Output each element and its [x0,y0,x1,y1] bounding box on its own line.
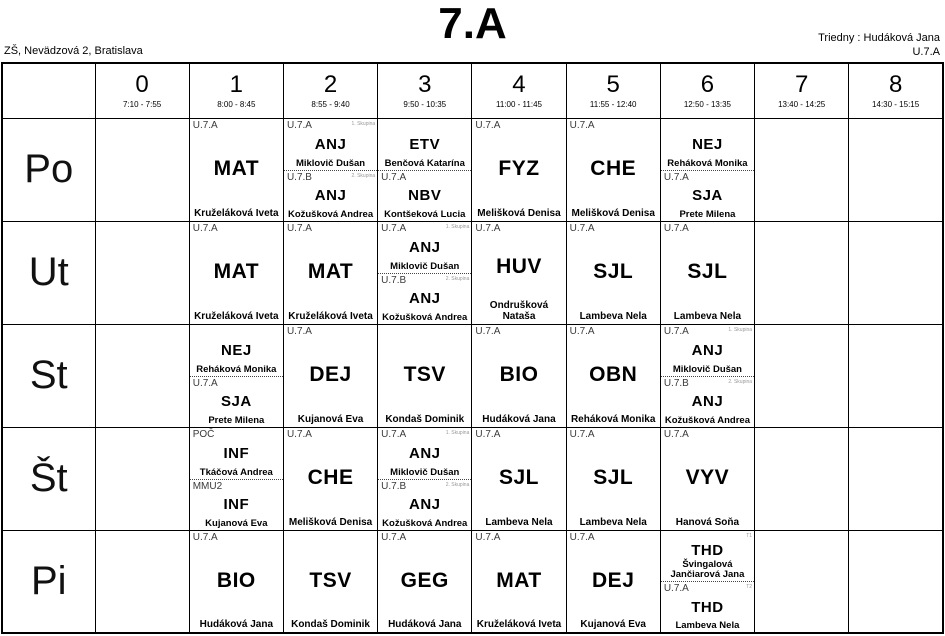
teacher-label: Švingalová Jančiarová Jana [670,559,745,581]
period-time: 8:55 - 9:40 [311,99,350,109]
lesson [661,119,754,170]
room-label: U.7.A [381,222,407,234]
day-label-Pi: Pi [2,530,95,633]
room-label: U.7.A [569,531,595,543]
teacher-label: Kožušková Andrea [382,517,468,529]
room-label: U.7.A [286,119,312,131]
teacher-label: Lambeva Nela [579,310,647,322]
corner-cell [2,63,95,118]
subject-label: MAT [213,157,260,180]
teacher-label: Reháková Monika [667,157,748,169]
period-number: 0 [135,70,149,98]
teacher-label: Miklovič Dušan [295,157,366,169]
lesson-meta [661,531,754,543]
subject-label: INF [223,444,250,462]
teacher-label: Melišková Denisa [288,516,373,528]
group-tag: 1. Skupina [728,326,753,333]
lesson-meta [661,325,754,337]
subject-label: TSV [403,363,446,386]
lesson-cell [378,324,472,427]
subject-label: ANJ [409,444,441,462]
subject-label: ETV [409,135,441,153]
school-name: ZŠ, Nevädzová 2, Bratislava [4,45,143,57]
group-tag: T1 [746,532,753,539]
teacher-label: Kujanová Eva [205,517,268,529]
subject-label: THD [691,542,724,560]
subject-label: SJA [220,393,252,410]
lesson [190,479,283,530]
subject-label: OBN [589,363,638,386]
room-label: U.7.B [381,480,407,492]
room-label: U.7.A [663,428,689,440]
lesson-cell [566,427,660,530]
lesson [472,531,565,633]
lesson-meta [472,325,565,337]
lesson-meta [567,325,660,337]
room-label: MMU2 [192,480,223,492]
subject-label: ANJ [314,187,347,204]
room-label: U.7.A [475,531,501,543]
lesson [567,531,660,633]
subject-label: THD [691,598,724,616]
subject-label: MAT [307,260,354,283]
room-label: U.7.A [192,222,218,234]
room-label: U.7.A [475,428,501,440]
day-row-Ut [2,221,943,324]
subject-label: ANJ [409,290,441,307]
class-teacher-label: Triedny : Hudáková Jana [818,32,940,44]
subject-label: SJL [498,466,539,489]
lesson-meta [661,377,754,389]
teacher-label: Kruželáková Iveta [288,310,373,322]
lesson-cell [378,427,472,530]
room-label: U.7.A [286,428,312,440]
timetable-grid [1,62,944,634]
teacher-label: Kruželáková Iveta [476,619,562,630]
subject-label: SJA [692,187,723,204]
period-number: 4 [512,70,526,98]
room-label: U.7.A [475,222,501,234]
teacher-label: Miklovič Dušan [390,466,460,478]
group-tag: 2. Skupina [728,378,753,385]
teacher-label: Melišková Denisa [571,207,655,219]
lesson [378,170,471,221]
lesson [284,325,377,427]
period-number: 7 [794,70,809,98]
teacher-label: Reháková Monika [570,413,656,425]
class-room-label: U.7.A [912,46,940,58]
lesson-meta [284,325,377,337]
room-label: U.7.A [192,119,218,131]
subject-label: ANJ [409,496,441,513]
teacher-label: Hudáková Jana [388,619,462,630]
lesson [661,376,754,427]
lesson [472,325,565,427]
lesson [190,376,283,427]
period-number: 6 [700,70,715,98]
lesson-meta [472,222,565,234]
lesson-cell [189,324,283,427]
empty-cell [95,118,189,221]
period-header-7 [755,63,849,118]
day-row-Po [2,118,943,221]
subject-label: INF [223,496,250,513]
lesson-meta [378,171,471,183]
lesson-cell [566,530,660,633]
lesson-meta [284,222,377,234]
lesson-meta [378,428,471,440]
empty-cell [849,118,943,221]
room-label: U.7.A [381,171,407,183]
lesson-cell [378,530,472,633]
empty-cell [849,530,943,633]
lesson [661,170,754,221]
teacher-label: Prete Milena [208,414,265,426]
lesson-meta [661,171,754,183]
group-tag: 1. Skupina [445,429,470,436]
subject-label: SJL [593,466,634,489]
teacher-label: Miklovič Dušan [672,363,742,375]
lesson-cell [283,530,377,633]
teacher-label: Lambeva Nela [673,310,742,322]
empty-cell [849,427,943,530]
period-number: 3 [418,70,432,98]
page-title: 7.A [438,0,507,48]
period-time: 11:55 - 12:40 [589,99,637,109]
lesson [567,428,660,530]
subject-label: SJL [593,260,634,283]
teacher-label: Kruželáková Iveta [194,207,279,219]
room-label: U.7.A [475,119,501,131]
lesson-meta [472,119,565,131]
subject-label: ANJ [691,341,724,359]
lesson-meta [378,222,471,234]
empty-cell [755,221,849,324]
lesson-cell [566,118,660,221]
lesson-cell [660,427,754,530]
group-tag: T2 [746,584,753,591]
teacher-label: Tkáčová Andrea [199,466,273,478]
period-header-3 [378,63,472,118]
lesson [284,428,377,530]
period-header-1 [189,63,283,118]
lesson [567,222,660,324]
teacher-label: Hudáková Jana [482,413,556,425]
lesson [190,119,283,221]
teacher-label: Lambeva Nela [485,516,553,528]
room-label: U.7.A [663,171,689,183]
room-label: U.7.A [475,325,501,337]
lesson-cell [472,221,566,324]
room-label: U.7.B [286,171,312,183]
subject-label: ANJ [409,238,441,256]
room-label: U.7.A [569,325,595,337]
lesson-meta [190,428,283,440]
day-row-St [2,324,943,427]
lesson-meta [378,480,471,492]
empty-cell [95,427,189,530]
period-time: 9:50 - 10:35 [403,99,447,109]
day-label-Št: Št [2,427,95,530]
teacher-label: Melišková Denisa [477,207,561,219]
room-label: U.7.A [381,428,407,440]
lesson-meta [378,325,471,337]
lesson [378,531,471,633]
lesson-cell [472,427,566,530]
subject-label: VYV [685,466,730,489]
teacher-label: Kujanová Eva [297,413,364,425]
lesson [378,325,471,427]
empty-cell [755,427,849,530]
lesson-meta [190,119,283,131]
lesson-cell [472,530,566,633]
subject-label: TSV [309,568,352,592]
group-tag: 2. Skupina [445,275,470,282]
lesson-cell [283,427,377,530]
lesson-cell [378,118,472,221]
empty-cell [755,530,849,633]
lesson-meta [378,531,471,543]
lesson [284,170,377,221]
room-label: U.7.A [663,325,689,337]
period-time: 13:40 - 14:25 [778,99,826,109]
empty-cell [755,118,849,221]
subject-label: BIO [216,568,256,592]
lesson-meta [190,222,283,234]
lesson-meta [190,377,283,389]
lesson [661,531,754,582]
lesson-cell [660,324,754,427]
teacher-label: Kožušková Andrea [664,414,750,426]
teacher-label: Miklovič Dušan [390,260,460,272]
group-tag: 1. Skupina [351,120,376,127]
teacher-label: Kondaš Dominik [385,413,465,425]
lesson-meta [567,531,660,543]
lesson [284,222,377,324]
teacher-label: Reháková Monika [196,363,277,375]
lesson-meta [472,531,565,543]
lesson-cell [283,324,377,427]
empty-cell [95,530,189,633]
lesson [661,222,754,324]
period-header-0 [95,63,189,118]
subject-label: DEJ [592,568,635,592]
lesson-meta [284,428,377,440]
period-header-2 [283,63,377,118]
lesson-meta [190,531,283,543]
teacher-label: Hudáková Jana [199,619,274,630]
period-time: 12:50 - 13:35 [683,99,731,109]
lesson [378,222,471,273]
room-label: U.7.A [286,325,312,337]
subject-label: DEJ [309,363,352,386]
lesson-cell [189,427,283,530]
empty-cell [849,324,943,427]
lesson-cell [472,118,566,221]
lesson-meta [378,119,471,131]
period-header-5 [566,63,660,118]
lesson [661,428,754,530]
subject-label: FYZ [498,157,540,180]
empty-cell [849,221,943,324]
teacher-label: Kontšeková Lucia [384,208,466,220]
lesson [378,273,471,324]
day-row-Pi [2,530,943,633]
lesson-meta [190,480,283,492]
empty-cell [95,221,189,324]
room-label: U.7.A [192,377,218,389]
subject-label: NEJ [692,135,723,153]
room-label: U.7.A [569,428,595,440]
lesson [661,325,754,376]
subject-label: CHE [307,466,354,489]
teacher-label: Kruželáková Iveta [194,310,279,322]
lesson-cell [660,221,754,324]
teacher-label: Prete Milena [679,208,736,220]
lesson-cell [283,118,377,221]
lesson-meta [378,274,471,286]
lesson [472,428,565,530]
lesson-cell [566,324,660,427]
lesson-meta [567,119,660,131]
day-label-Ut: Ut [2,221,95,324]
lesson [190,531,283,633]
room-label: U.7.A [192,531,218,543]
lesson-meta [567,428,660,440]
subject-label: GEG [400,568,449,592]
lesson-cell [660,118,754,221]
period-number: 8 [888,70,903,98]
period-time: 7:10 - 7:55 [122,99,162,109]
lesson-meta [661,222,754,234]
lesson-cell [189,530,283,633]
room-label: U.7.A [663,583,689,595]
teacher-label: Lambeva Nela [675,620,740,631]
teacher-label: Kondaš Dominik [291,619,370,630]
subject-label: MAT [213,260,260,283]
lesson-cell [566,221,660,324]
period-time: 11:00 - 11:45 [496,99,542,109]
subject-label: SJL [687,260,728,283]
subject-label: BIO [499,363,539,386]
lesson [378,428,471,479]
period-header-row [2,63,943,118]
empty-cell [755,324,849,427]
period-header-8 [849,63,943,118]
lesson-cell [283,221,377,324]
lesson [190,325,283,376]
lesson-cell [660,530,754,633]
room-label: POČ [192,428,215,440]
header-meta [818,31,940,59]
period-time: 8:00 - 8:45 [217,99,256,109]
subject-label: MAT [496,568,542,592]
group-tag: 2. Skupina [351,172,376,179]
lesson [378,119,471,170]
room-label: U.7.B [663,377,689,389]
lesson [190,222,283,324]
lesson-meta [661,428,754,440]
empty-cell [95,324,189,427]
teacher-label: Lambeva Nela [579,516,647,528]
period-time: 14:30 - 15:15 [872,99,920,109]
lesson-meta [284,119,377,131]
teacher-label: Kujanová Eva [580,619,646,630]
teacher-label: Kožušková Andrea [382,311,468,323]
room-label: U.7.A [663,222,689,234]
period-number: 1 [229,70,243,98]
day-label-St: St [2,324,95,427]
lesson-cell [472,324,566,427]
lesson-meta [661,119,754,131]
lesson-meta [567,222,660,234]
day-row-Št [2,427,943,530]
lesson [284,119,377,170]
teacher-label: Kožušková Andrea [287,208,374,220]
lesson-cell [378,221,472,324]
period-number: 5 [606,70,620,98]
lesson-meta [472,428,565,440]
subject-label: NEJ [220,341,252,359]
room-label: U.7.A [381,531,407,543]
lesson [472,119,565,221]
period-number: 2 [323,70,338,98]
subject-label: ANJ [314,135,347,153]
lesson-meta [661,582,754,594]
lesson [190,428,283,479]
day-label-Po: Po [2,118,95,221]
lesson [567,325,660,427]
subject-label: ANJ [691,393,724,410]
lesson [661,581,754,632]
teacher-label: Hanová Soňa [675,516,740,528]
teacher-label: Benčová Katarína [384,157,465,169]
lesson [284,531,377,633]
subject-label: NBV [408,187,442,204]
group-tag: 2. Skupina [445,481,470,488]
room-label: U.7.A [286,222,312,234]
subject-label: CHE [590,157,637,180]
room-label: U.7.A [569,222,595,234]
room-label: U.7.B [381,274,407,286]
lesson-meta [284,531,377,543]
room-label: U.7.A [569,119,595,131]
lesson [378,479,471,530]
lesson [567,119,660,221]
teacher-label: Ondrušková Nataša [489,299,549,322]
lesson-cell [189,118,283,221]
period-header-6 [660,63,754,118]
lesson-meta [190,325,283,337]
lesson [472,222,565,324]
lesson-cell [189,221,283,324]
lesson-meta [284,171,377,183]
subject-label: HUV [496,254,542,278]
group-tag: 1. Skupina [445,223,470,230]
period-header-4 [472,63,566,118]
